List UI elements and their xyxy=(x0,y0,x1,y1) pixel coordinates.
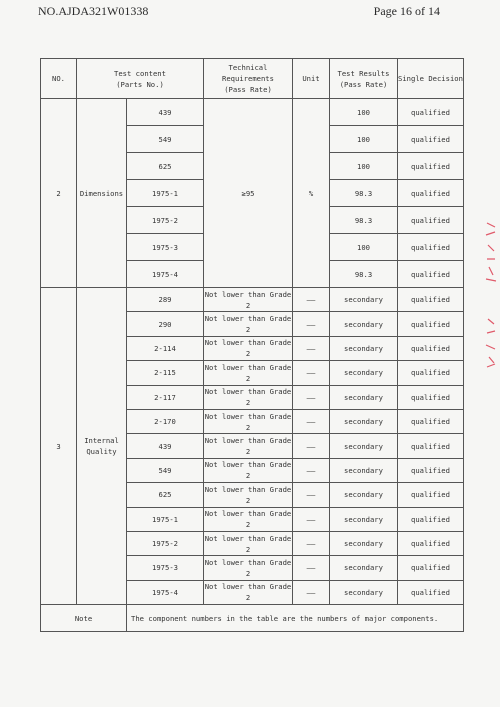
unit-cell: —— xyxy=(293,434,330,458)
col-header-no: NO. xyxy=(41,59,77,99)
unit-cell: —— xyxy=(293,483,330,507)
requirement-cell: Not lower than Grade 2 xyxy=(204,483,293,507)
part-number: 289 xyxy=(127,288,204,312)
part-number: 439 xyxy=(127,434,204,458)
part-number: 1975-4 xyxy=(127,580,204,604)
unit-cell: —— xyxy=(293,385,330,409)
requirement-cell: ≥95 xyxy=(204,99,293,288)
test-result: secondary xyxy=(330,288,398,312)
part-number: 290 xyxy=(127,312,204,336)
test-result: secondary xyxy=(330,336,398,360)
note-text: The component numbers in the table are the numbers of major components. xyxy=(127,605,464,632)
single-decision: qualified xyxy=(398,99,464,126)
requirement-cell: Not lower than Grade 2 xyxy=(204,409,293,433)
single-decision: qualified xyxy=(398,507,464,531)
single-decision: qualified xyxy=(398,261,464,288)
group-content: Dimensions xyxy=(77,99,127,288)
test-result: secondary xyxy=(330,361,398,385)
requirement-cell: Not lower than Grade 2 xyxy=(204,312,293,336)
test-result: 100 xyxy=(330,126,398,153)
test-result: secondary xyxy=(330,483,398,507)
col-header-unit: Unit xyxy=(293,59,330,99)
single-decision: qualified xyxy=(398,153,464,180)
single-decision: qualified xyxy=(398,180,464,207)
col-header-tech-req: Technical Requirements (Pass Rate) xyxy=(204,59,293,99)
group-number: 3 xyxy=(41,288,77,605)
report-number: NO.AJDA321W01338 xyxy=(38,4,149,18)
part-number: 549 xyxy=(127,458,204,482)
single-decision: qualified xyxy=(398,434,464,458)
test-result: secondary xyxy=(330,531,398,555)
single-decision: qualified xyxy=(398,336,464,360)
part-number: 1975-1 xyxy=(127,180,204,207)
test-result: secondary xyxy=(330,409,398,433)
results-table xyxy=(40,58,464,632)
test-result: 100 xyxy=(330,99,398,126)
single-decision: qualified xyxy=(398,126,464,153)
requirement-cell: Not lower than Grade 2 xyxy=(204,507,293,531)
unit-cell: —— xyxy=(293,507,330,531)
requirement-cell: Not lower than Grade 2 xyxy=(204,580,293,604)
col-header-decision: Single Decision xyxy=(398,59,464,99)
col-header-results: Test Results (Pass Rate) xyxy=(330,59,398,99)
single-decision: qualified xyxy=(398,288,464,312)
table-row xyxy=(41,99,464,126)
single-decision: qualified xyxy=(398,409,464,433)
test-result: secondary xyxy=(330,580,398,604)
single-decision: qualified xyxy=(398,580,464,604)
single-decision: qualified xyxy=(398,483,464,507)
requirement-cell: Not lower than Grade 2 xyxy=(204,556,293,580)
note-row xyxy=(41,605,464,632)
single-decision: qualified xyxy=(398,556,464,580)
requirement-cell: Not lower than Grade 2 xyxy=(204,288,293,312)
note-label: Note xyxy=(41,605,127,632)
test-result: 100 xyxy=(330,234,398,261)
unit-cell: —— xyxy=(293,458,330,482)
requirement-cell: Not lower than Grade 2 xyxy=(204,434,293,458)
unit-cell: —— xyxy=(293,288,330,312)
unit-cell: —— xyxy=(293,312,330,336)
test-result: secondary xyxy=(330,312,398,336)
test-result: secondary xyxy=(330,458,398,482)
part-number: 1975-3 xyxy=(127,234,204,261)
requirement-cell: Not lower than Grade 2 xyxy=(204,385,293,409)
part-number: 1975-4 xyxy=(127,261,204,288)
test-result: 98.3 xyxy=(330,261,398,288)
test-result: secondary xyxy=(330,507,398,531)
requirement-cell: Not lower than Grade 2 xyxy=(204,458,293,482)
part-number: 2-114 xyxy=(127,336,204,360)
requirement-cell: Not lower than Grade 2 xyxy=(204,336,293,360)
group-content: Internal Quality xyxy=(77,288,127,605)
requirement-cell: Not lower than Grade 2 xyxy=(204,531,293,555)
part-number: 1975-2 xyxy=(127,531,204,555)
unit-cell: —— xyxy=(293,556,330,580)
unit-cell: % xyxy=(293,99,330,288)
single-decision: qualified xyxy=(398,312,464,336)
unit-cell: —— xyxy=(293,531,330,555)
part-number: 2-170 xyxy=(127,409,204,433)
table-row xyxy=(41,288,464,312)
test-result: secondary xyxy=(330,556,398,580)
unit-cell: —— xyxy=(293,580,330,604)
requirement-cell: Not lower than Grade 2 xyxy=(204,361,293,385)
single-decision: qualified xyxy=(398,531,464,555)
single-decision: qualified xyxy=(398,207,464,234)
part-number: 439 xyxy=(127,99,204,126)
test-result: secondary xyxy=(330,434,398,458)
single-decision: qualified xyxy=(398,458,464,482)
part-number: 625 xyxy=(127,483,204,507)
group-number: 2 xyxy=(41,99,77,288)
col-header-test-content: Test content (Parts No.) xyxy=(77,59,204,99)
test-result: 100 xyxy=(330,153,398,180)
part-number: 2-115 xyxy=(127,361,204,385)
part-number: 1975-3 xyxy=(127,556,204,580)
unit-cell: —— xyxy=(293,409,330,433)
part-number: 1975-1 xyxy=(127,507,204,531)
part-number: 625 xyxy=(127,153,204,180)
part-number: 1975-2 xyxy=(127,207,204,234)
part-number: 549 xyxy=(127,126,204,153)
stamp-marks xyxy=(484,215,498,375)
single-decision: qualified xyxy=(398,234,464,261)
test-result: 98.3 xyxy=(330,180,398,207)
test-result: 98.3 xyxy=(330,207,398,234)
single-decision: qualified xyxy=(398,385,464,409)
test-result: secondary xyxy=(330,385,398,409)
unit-cell: —— xyxy=(293,336,330,360)
red-stamp-seal xyxy=(484,215,498,375)
single-decision: qualified xyxy=(398,361,464,385)
part-number: 2-117 xyxy=(127,385,204,409)
page-indicator: Page 16 of 14 xyxy=(373,4,440,18)
table-header-row xyxy=(41,59,464,99)
unit-cell: —— xyxy=(293,361,330,385)
